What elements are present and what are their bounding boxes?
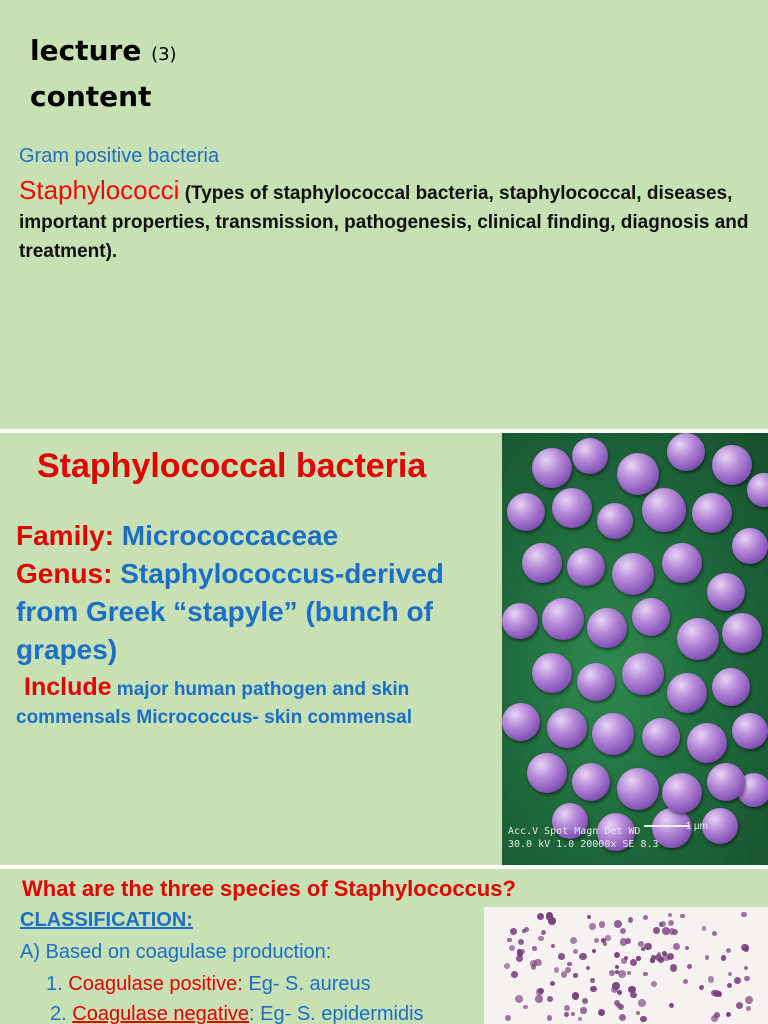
coccus-cell bbox=[662, 543, 702, 583]
stained-coccus bbox=[643, 972, 647, 976]
stained-coccus bbox=[659, 922, 663, 926]
coagulase-negative-label: Coagulase negative bbox=[72, 1003, 250, 1024]
stained-coccus bbox=[615, 965, 619, 969]
staphylococci-paragraph bbox=[19, 176, 749, 266]
stained-coccus bbox=[630, 992, 636, 998]
stained-coccus bbox=[523, 1005, 527, 1009]
stained-coccus bbox=[558, 953, 565, 960]
stained-coccus bbox=[644, 943, 651, 950]
coagulase-negative-example: : Eg- S. epidermidis bbox=[249, 1003, 424, 1024]
taxonomy-block bbox=[16, 517, 496, 669]
coccus-cell bbox=[592, 713, 634, 755]
stained-coccus bbox=[746, 1006, 751, 1011]
coccus-cell bbox=[527, 753, 567, 793]
title-number: (3) bbox=[151, 44, 177, 65]
stained-coccus bbox=[532, 946, 536, 950]
stained-coccus bbox=[712, 931, 717, 936]
classification-heading: CLASSIFICATION: bbox=[20, 909, 193, 931]
stained-coccus bbox=[627, 971, 631, 975]
genus-value: Staphylococcus-derived from Greek “stapyle” (bunch of grapes) bbox=[16, 558, 444, 665]
stained-coccus bbox=[741, 912, 746, 917]
slide-staphylococcal-bacteria bbox=[0, 433, 768, 865]
stained-coccus bbox=[505, 1015, 511, 1021]
stained-coccus bbox=[535, 995, 543, 1003]
stained-coccus bbox=[590, 986, 596, 992]
stained-coccus bbox=[541, 930, 546, 935]
coagulase-positive-example: Eg- S. aureus bbox=[242, 973, 371, 995]
stained-coccus bbox=[638, 999, 645, 1006]
staphylococci-term: Staphylococci bbox=[19, 175, 180, 205]
stained-coccus bbox=[546, 912, 553, 919]
coccus-cell bbox=[577, 663, 615, 701]
stained-coccus bbox=[726, 1012, 732, 1018]
slide-title: Staphylococcal bacteria bbox=[37, 447, 427, 485]
stained-coccus bbox=[630, 959, 638, 967]
coccus-cell bbox=[667, 673, 707, 713]
coccus-cell bbox=[732, 713, 768, 749]
stained-coccus bbox=[736, 1002, 743, 1009]
stained-coccus bbox=[668, 920, 674, 926]
stained-coccus bbox=[522, 929, 526, 933]
staphylococci-description: (Types of staphylococcal bacteria, staphylococcal, diseases, important properties, transmission, pathogenesis, clinical finding, diagnosis and treatment). bbox=[19, 183, 749, 262]
stained-coccus bbox=[564, 1012, 569, 1017]
stained-coccus bbox=[587, 915, 591, 919]
stained-coccus bbox=[509, 945, 515, 951]
coccus-cell bbox=[692, 493, 732, 533]
stained-coccus bbox=[518, 939, 524, 945]
coccus-cell bbox=[712, 668, 750, 706]
stained-coccus bbox=[573, 949, 578, 954]
stained-coccus bbox=[670, 964, 678, 972]
stained-coccus bbox=[547, 1015, 553, 1021]
sem-micrograph-image bbox=[502, 433, 768, 865]
stained-coccus bbox=[507, 938, 511, 942]
stained-coccus bbox=[683, 979, 688, 984]
coccus-cell bbox=[507, 493, 545, 531]
stained-coccus bbox=[727, 983, 732, 988]
stained-coccus bbox=[685, 946, 689, 950]
stained-coccus bbox=[538, 936, 544, 942]
stained-coccus bbox=[687, 964, 692, 969]
stained-coccus bbox=[580, 1007, 586, 1013]
stained-coccus bbox=[713, 990, 720, 997]
include-text: major human pathogen and skin commensals Micrococcus- skin commensal bbox=[16, 679, 412, 728]
coccus-cell bbox=[662, 773, 702, 813]
list-number: 1. bbox=[46, 973, 69, 995]
stained-coccus bbox=[573, 973, 578, 978]
sem-info-label bbox=[508, 825, 659, 851]
stained-coccus bbox=[567, 962, 571, 966]
coagulase-basis: A) Based on coagulase production: bbox=[20, 941, 332, 963]
stained-coccus bbox=[598, 1009, 605, 1016]
coccus-cell bbox=[572, 438, 608, 474]
coccus-cell bbox=[567, 548, 605, 586]
stained-coccus bbox=[614, 952, 620, 958]
slide-lecture-content bbox=[0, 0, 768, 429]
stained-coccus bbox=[744, 976, 749, 981]
stained-coccus bbox=[605, 935, 611, 941]
coccus-cell bbox=[572, 763, 610, 801]
stained-coccus bbox=[699, 985, 704, 990]
coccus-cell bbox=[642, 488, 686, 532]
stained-coccus bbox=[714, 1012, 720, 1018]
coccus-cell bbox=[712, 445, 752, 485]
stained-coccus bbox=[550, 981, 555, 986]
scale-label: 1 μm bbox=[685, 821, 708, 832]
gram-stain-image bbox=[484, 907, 768, 1024]
stained-coccus bbox=[702, 926, 707, 931]
stained-coccus bbox=[620, 928, 626, 934]
stained-coccus bbox=[618, 970, 626, 978]
include-label: Include bbox=[24, 673, 112, 701]
stained-coccus bbox=[662, 927, 670, 935]
sem-info-line1: Acc.V Spot Magn Det WD bbox=[508, 826, 641, 837]
stained-coccus bbox=[586, 966, 590, 970]
genus-label: Genus: bbox=[16, 558, 113, 589]
stained-coccus bbox=[628, 917, 633, 922]
coccus-cell bbox=[707, 573, 745, 611]
slide-classification bbox=[0, 869, 768, 1024]
coccus-cell bbox=[642, 718, 680, 756]
coccus-cell bbox=[747, 473, 768, 507]
family-label: Family: bbox=[16, 520, 115, 551]
list-number: 2. bbox=[50, 1003, 73, 1024]
stained-coccus bbox=[619, 1014, 627, 1022]
stained-coccus bbox=[594, 938, 599, 943]
stained-coccus bbox=[668, 913, 672, 917]
stained-coccus bbox=[537, 913, 544, 920]
stained-coccus bbox=[636, 956, 640, 960]
stained-coccus bbox=[705, 955, 709, 959]
coccus-cell bbox=[732, 528, 768, 564]
stained-coccus bbox=[669, 1003, 674, 1008]
title-word-content: content bbox=[30, 80, 152, 113]
coccus-cell bbox=[622, 653, 664, 695]
stained-coccus bbox=[572, 992, 579, 999]
stained-coccus bbox=[510, 928, 517, 935]
stained-coccus bbox=[611, 986, 618, 993]
stained-coccus bbox=[579, 953, 587, 961]
stained-coccus bbox=[708, 976, 714, 982]
stained-coccus bbox=[590, 978, 594, 982]
coccus-cell bbox=[617, 453, 659, 495]
coccus-cell bbox=[597, 503, 633, 539]
title-word-lecture: lecture bbox=[30, 34, 142, 67]
coccus-cell bbox=[632, 598, 670, 636]
stained-coccus bbox=[621, 958, 627, 964]
stained-coccus bbox=[636, 1011, 640, 1015]
coccus-cell bbox=[502, 603, 538, 639]
stained-coccus bbox=[582, 998, 588, 1004]
coccus-cell bbox=[707, 763, 745, 801]
stained-coccus bbox=[564, 1005, 570, 1011]
stained-coccus bbox=[721, 955, 727, 961]
stained-coccus bbox=[538, 988, 544, 994]
stained-coccus bbox=[643, 915, 648, 920]
stained-coccus bbox=[578, 1017, 582, 1021]
sem-info-line2: 30.0 kV 1.0 20000x SE 8.3 bbox=[508, 839, 659, 850]
family-value: Micrococcaceae bbox=[114, 520, 339, 551]
coccus-cell bbox=[687, 723, 727, 763]
include-paragraph bbox=[16, 673, 486, 732]
stained-coccus bbox=[561, 971, 567, 977]
stained-coccus bbox=[744, 966, 748, 970]
coccus-cell bbox=[542, 598, 584, 640]
stained-coccus bbox=[530, 960, 537, 967]
stained-coccus bbox=[554, 967, 559, 972]
stained-coccus bbox=[599, 921, 605, 927]
stained-coccus bbox=[547, 996, 553, 1002]
coccus-cell bbox=[522, 543, 562, 583]
stained-coccus bbox=[726, 948, 731, 953]
stained-coccus bbox=[620, 938, 627, 945]
stained-coccus bbox=[551, 944, 555, 948]
stained-coccus bbox=[673, 943, 680, 950]
stained-coccus bbox=[650, 958, 654, 962]
stained-coccus bbox=[745, 996, 753, 1004]
stained-coccus bbox=[571, 1012, 575, 1016]
stained-coccus bbox=[662, 954, 669, 961]
species-question: What are the three species of Staphylococcus? bbox=[22, 876, 516, 901]
coagulase-positive-label: Coagulase positive: bbox=[68, 973, 243, 995]
stained-coccus bbox=[651, 981, 657, 987]
stained-coccus bbox=[640, 1016, 647, 1023]
stained-coccus bbox=[638, 941, 643, 946]
coccus-cell bbox=[667, 433, 705, 471]
coccus-cell bbox=[547, 708, 587, 748]
list-item bbox=[46, 973, 371, 996]
coccus-cell bbox=[587, 608, 627, 648]
coccus-cell bbox=[502, 703, 540, 741]
stained-coccus bbox=[653, 927, 660, 934]
coccus-cell bbox=[722, 613, 762, 653]
stained-coccus bbox=[728, 972, 732, 976]
stained-coccus bbox=[615, 970, 619, 974]
lecture-title bbox=[30, 30, 177, 118]
stained-coccus bbox=[504, 963, 510, 969]
stained-coccus bbox=[680, 914, 685, 919]
coccus-cell bbox=[617, 768, 659, 810]
coccus-cell bbox=[612, 553, 654, 595]
stained-coccus bbox=[657, 952, 661, 956]
stained-coccus bbox=[614, 920, 622, 928]
stained-coccus bbox=[511, 971, 518, 978]
coccus-cell bbox=[532, 448, 572, 488]
stained-coccus bbox=[570, 937, 577, 944]
stained-coccus bbox=[592, 949, 596, 953]
stained-coccus bbox=[589, 923, 596, 930]
coccus-cell bbox=[677, 618, 719, 660]
stained-coccus bbox=[734, 977, 741, 984]
coccus-cell bbox=[532, 653, 572, 693]
gram-positive-heading: Gram positive bacteria bbox=[19, 145, 220, 167]
stained-coccus bbox=[515, 995, 523, 1003]
coccus-cell bbox=[552, 488, 592, 528]
list-item bbox=[50, 1003, 424, 1024]
